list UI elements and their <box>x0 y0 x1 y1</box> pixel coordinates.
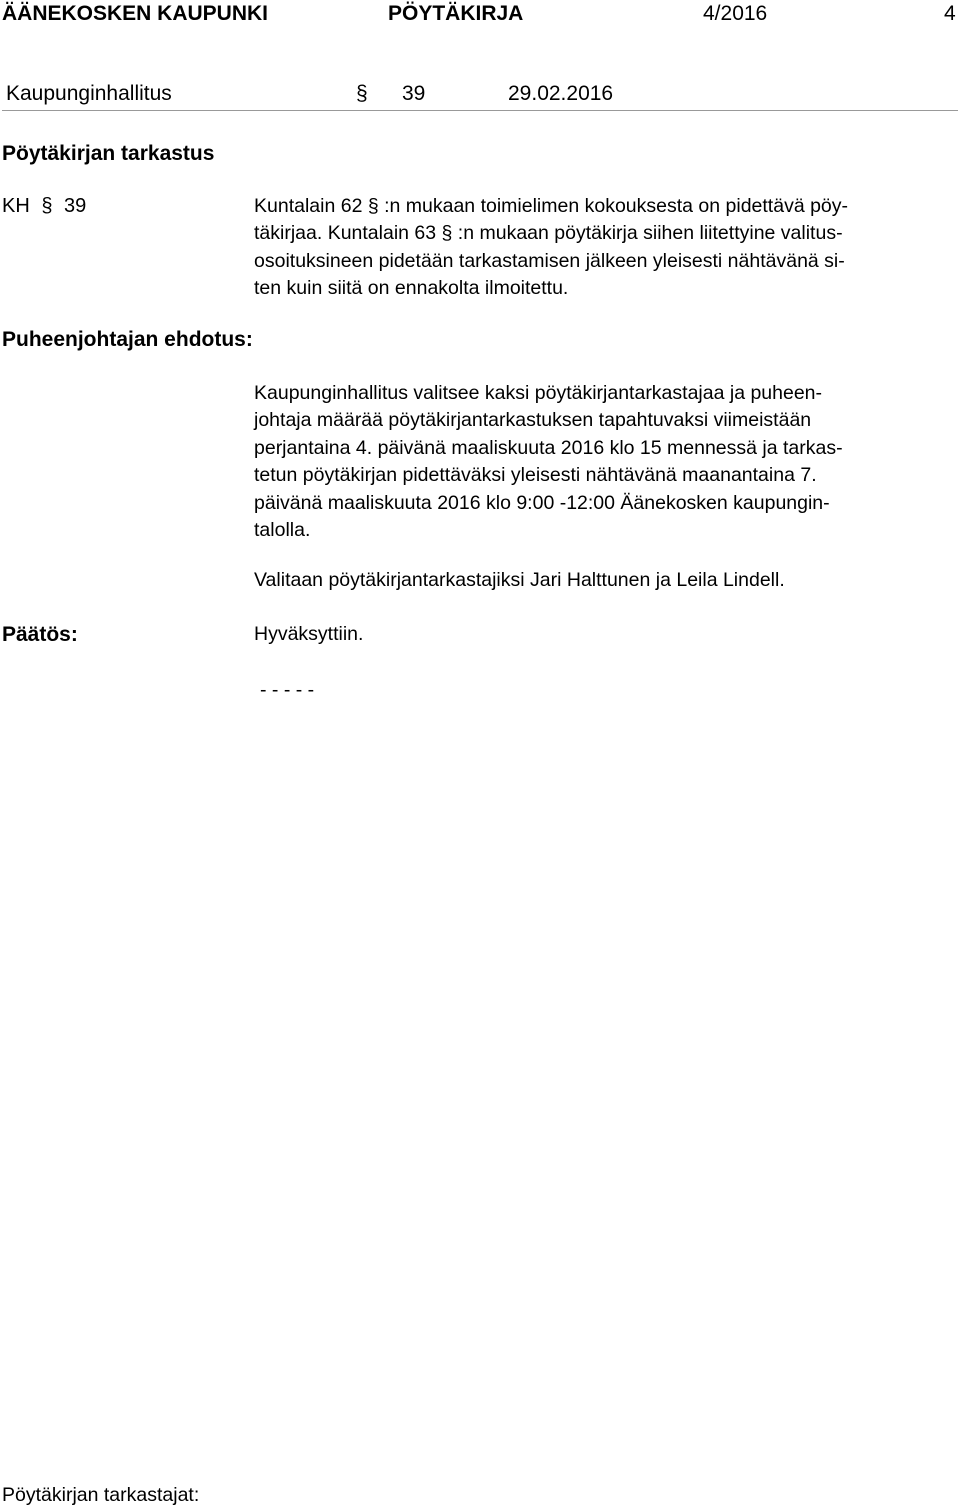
decision-text: Hyväksyttiin. <box>254 623 364 645</box>
proposal-line: päivänä maaliskuuta 2016 klo 9:00 -12:00 Äänekosken kaupungin- <box>254 491 830 514</box>
item-description <box>254 193 944 303</box>
meeting-date: 29.02.2016 <box>508 82 614 105</box>
page-title: Pöytäkirjan tarkastus <box>2 142 215 165</box>
item-line: täkirjaa. Kuntalain 63 § :n mukaan pöytäkirja siihen liitettyine valitus- <box>254 222 843 245</box>
item-ref-prefix: KH <box>2 195 30 217</box>
section-separator: - - - - - <box>260 679 315 701</box>
proposal-line: johtaja määrää pöytäkirjantarkastuksen tapahtuvaksi viimeistään <box>254 409 812 432</box>
proposal-label: Puheenjohtajan ehdotus: <box>2 328 253 351</box>
item-line: Kuntalain 62 § :n mukaan toimielimen kokouksesta on pidettävä pöy- <box>254 195 849 217</box>
meeting-body: Kaupunginhallitus <box>6 82 172 105</box>
proposal-line: tetun pöytäkirjan pidettäväksi yleisesti nähtävänä maanantaina 7. <box>254 464 817 487</box>
item-reference <box>2 195 86 218</box>
proposal-line: Kaupunginhallitus valitsee kaksi pöytäkirjantarkastajaa ja puheen- <box>254 382 823 404</box>
organization-name: ÄÄNEKOSKEN KAUPUNKI <box>2 2 269 25</box>
item-ref-number: 39 <box>64 195 87 217</box>
reviewers-label: Pöytäkirjan tarkastajat: <box>2 1484 200 1506</box>
item-line: ten kuin siitä on ennakolta ilmoitettu. <box>254 277 569 300</box>
proposal-line: talolla. <box>254 519 311 542</box>
proposal-selection: Valitaan pöytäkirjantarkastajiksi Jari Halttunen ja Leila Lindell. <box>254 569 785 591</box>
page-number: 4 <box>944 2 956 25</box>
document-number: 4/2016 <box>703 2 768 25</box>
proposal-text <box>254 380 944 544</box>
document-type: PÖYTÄKIRJA <box>388 2 524 25</box>
section-sign-icon: § <box>41 195 53 217</box>
meeting-section: 39 <box>402 82 426 105</box>
decision-label: Päätös: <box>2 623 78 646</box>
section-sign-icon: § <box>356 82 368 105</box>
item-line: osoituksineen pidetään tarkastamisen jälkeen yleisesti nähtävänä si- <box>254 249 845 272</box>
proposal-line: perjantaina 4. päivänä maaliskuuta 2016 klo 15 mennessä ja tarkas- <box>254 436 843 459</box>
header-divider <box>2 110 958 111</box>
